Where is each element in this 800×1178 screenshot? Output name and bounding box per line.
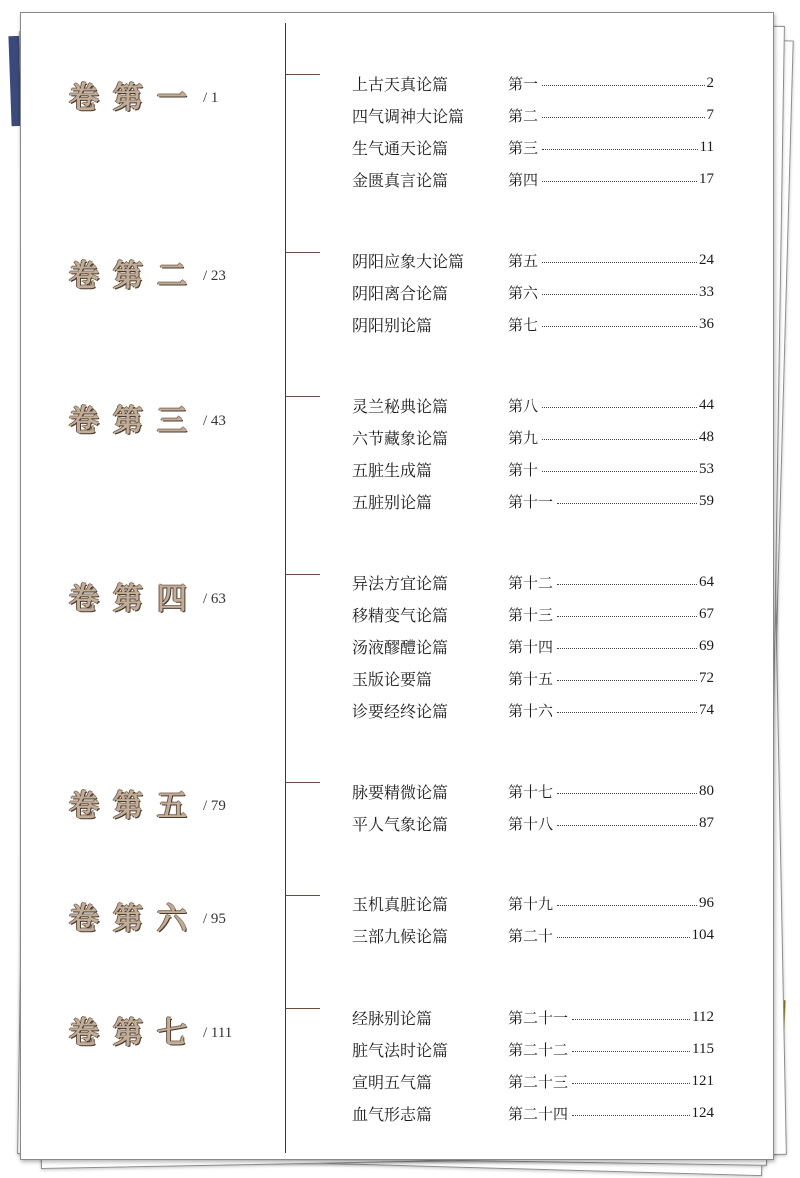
chapter-page-number: 24 — [699, 251, 714, 268]
dot-leader — [572, 1019, 690, 1020]
volume-page-number: / 79 — [203, 797, 226, 814]
chapter-entry[interactable] — [352, 1099, 714, 1127]
chapter-page-number: 2 — [706, 74, 714, 91]
chapter-number: 第五 — [508, 251, 539, 270]
chapter-number: 第十一 — [508, 492, 554, 511]
chapter-title: 四气调神大论篇 — [352, 106, 465, 126]
chapter-page-number: 64 — [699, 573, 714, 590]
dot-leader — [542, 407, 697, 408]
chapter-entry[interactable] — [352, 101, 714, 129]
chapter-title: 六节藏象论篇 — [352, 428, 449, 448]
dot-leader — [542, 149, 698, 150]
chapter-title: 血气形志篇 — [352, 1104, 433, 1124]
chapter-entry[interactable] — [352, 246, 714, 274]
chapter-number: 第二 — [508, 106, 539, 125]
volume-page-number: / 63 — [203, 590, 226, 607]
volume-title: 卷第四 — [69, 582, 201, 617]
dot-leader — [542, 439, 697, 440]
dot-leader — [542, 181, 697, 182]
chapter-page-number: 121 — [691, 1072, 714, 1089]
chapter-entry[interactable] — [352, 165, 714, 193]
chapter-title: 五脏别论篇 — [352, 492, 433, 512]
chapter-title: 灵兰秘典论篇 — [352, 396, 449, 416]
volume-tick-mark — [286, 396, 320, 397]
chapter-title: 阴阳别论篇 — [352, 315, 433, 335]
chapter-entry[interactable] — [352, 921, 714, 949]
chapter-number: 第二十四 — [508, 1104, 569, 1123]
chapter-entry[interactable] — [352, 391, 714, 419]
chapter-number: 第三 — [508, 138, 539, 157]
chapter-entry[interactable] — [352, 777, 714, 805]
chapter-page-number: 80 — [699, 782, 714, 799]
chapter-entry[interactable] — [352, 69, 714, 97]
volume-page-number: / 23 — [203, 267, 226, 284]
chapter-page-number: 53 — [699, 460, 714, 477]
chapter-number: 第六 — [508, 283, 539, 302]
chapter-title: 五脏生成篇 — [352, 460, 433, 480]
chapter-page-number: 74 — [699, 701, 714, 718]
dot-leader — [557, 712, 697, 713]
chapter-title: 诊要经终论篇 — [352, 701, 449, 721]
chapter-entry[interactable] — [352, 133, 714, 161]
chapter-entry[interactable] — [352, 487, 714, 515]
chapter-number: 第二十 — [508, 926, 554, 945]
chapter-number: 第八 — [508, 396, 539, 415]
chapter-page-number: 17 — [699, 170, 714, 187]
chapter-page-number: 67 — [699, 605, 714, 622]
chapter-number: 第十四 — [508, 637, 554, 656]
dot-leader — [557, 503, 697, 504]
chapter-page-number: 48 — [699, 428, 714, 445]
chapter-entry[interactable] — [352, 568, 714, 596]
chapter-page-number: 115 — [692, 1040, 714, 1057]
chapter-page-number: 69 — [699, 637, 714, 654]
chapter-entry[interactable] — [352, 455, 714, 483]
chapter-title: 脏气法时论篇 — [352, 1040, 449, 1060]
chapter-title: 生气通天论篇 — [352, 138, 449, 158]
chapter-entry[interactable] — [352, 809, 714, 837]
chapter-page-number: 124 — [691, 1104, 714, 1121]
chapter-title: 异法方宜论篇 — [352, 573, 449, 593]
volume-heading[interactable] — [69, 783, 226, 823]
chapter-page-number: 11 — [699, 138, 714, 155]
volume-title: 卷第五 — [69, 789, 201, 824]
chapter-page-number: 44 — [699, 396, 714, 413]
chapter-title: 金匮真言论篇 — [352, 170, 449, 190]
volume-tick-mark — [286, 574, 320, 575]
chapter-number: 第十九 — [508, 894, 554, 913]
chapter-number: 第四 — [508, 170, 539, 189]
volume-title: 卷第七 — [69, 1016, 201, 1051]
chapter-page-number: 112 — [692, 1008, 714, 1025]
volume-tick-mark — [286, 74, 320, 75]
chapter-page-number: 36 — [699, 315, 714, 332]
chapter-title: 移精变气论篇 — [352, 605, 449, 625]
dot-leader — [557, 937, 689, 938]
dot-leader — [542, 117, 704, 118]
chapter-entry[interactable] — [352, 1035, 714, 1063]
dot-leader — [557, 584, 697, 585]
volume-heading[interactable] — [69, 75, 218, 115]
chapter-entry[interactable] — [352, 889, 714, 917]
dot-leader — [542, 262, 697, 263]
chapter-title: 经脉别论篇 — [352, 1008, 433, 1028]
chapter-number: 第十七 — [508, 782, 554, 801]
chapter-number: 第七 — [508, 315, 539, 334]
chapter-number: 第十三 — [508, 605, 554, 624]
chapter-page-number: 59 — [699, 492, 714, 509]
chapter-number: 第十六 — [508, 701, 554, 720]
volume-heading[interactable] — [69, 896, 226, 936]
chapter-entry[interactable] — [352, 1067, 714, 1095]
dot-leader — [542, 471, 697, 472]
volume-page-number: / 1 — [203, 89, 219, 106]
chapter-entry[interactable] — [352, 1003, 714, 1031]
chapter-number: 第二十三 — [508, 1072, 569, 1091]
volume-title: 卷第三 — [69, 404, 201, 439]
chapter-page-number: 7 — [706, 106, 714, 123]
chapter-title: 阴阳离合论篇 — [352, 283, 449, 303]
chapter-page-number: 87 — [699, 814, 714, 831]
chapter-title: 平人气象论篇 — [352, 814, 449, 834]
chapter-page-number: 96 — [699, 894, 714, 911]
dot-leader — [572, 1051, 690, 1052]
chapter-number: 第一 — [508, 74, 539, 93]
dot-leader — [557, 648, 697, 649]
chapter-number: 第十八 — [508, 814, 554, 833]
chapter-entry[interactable] — [352, 696, 714, 724]
chapter-number: 第九 — [508, 428, 539, 447]
volume-heading[interactable] — [69, 1010, 232, 1050]
chapter-title: 上古天真论篇 — [352, 74, 449, 94]
volume-page-number: / 95 — [203, 910, 226, 927]
chapter-entry[interactable] — [352, 310, 714, 338]
dot-leader — [542, 294, 697, 295]
volume-page-number: / 111 — [203, 1024, 233, 1041]
chapter-title: 三部九候论篇 — [352, 926, 449, 946]
dot-leader — [572, 1083, 689, 1084]
volume-tick-mark — [286, 895, 320, 896]
chapter-entry[interactable] — [352, 423, 714, 451]
chapter-entry[interactable] — [352, 600, 714, 628]
dot-leader — [557, 905, 697, 906]
dot-leader — [542, 326, 697, 327]
chapter-number: 第二十一 — [508, 1008, 569, 1027]
chapter-title: 阴阳应象大论篇 — [352, 251, 465, 271]
chapter-number: 第十 — [508, 460, 539, 479]
chapter-title: 宣明五气篇 — [352, 1072, 433, 1092]
chapter-page-number: 104 — [691, 926, 714, 943]
dot-leader — [557, 793, 697, 794]
volume-page-number: / 43 — [203, 412, 226, 429]
chapter-title: 汤液醪醴论篇 — [352, 637, 449, 657]
toc-page — [20, 12, 774, 1160]
volume-tick-mark — [286, 252, 320, 253]
chapter-entry[interactable] — [352, 632, 714, 660]
chapter-entry[interactable] — [352, 664, 714, 692]
volume-heading[interactable] — [69, 576, 226, 616]
chapter-title: 脉要精微论篇 — [352, 782, 449, 802]
dot-leader — [542, 85, 704, 86]
dot-leader — [572, 1115, 689, 1116]
volume-title: 卷第二 — [69, 259, 201, 294]
chapter-entry[interactable] — [352, 278, 714, 306]
chapter-page-number: 72 — [699, 669, 714, 686]
chapter-number: 第二十二 — [508, 1040, 569, 1059]
volume-heading[interactable] — [69, 253, 226, 293]
volume-heading[interactable] — [69, 398, 226, 438]
volume-tick-mark — [286, 1008, 320, 1009]
chapter-title: 玉版论要篇 — [352, 669, 433, 689]
chapter-page-number: 33 — [699, 283, 714, 300]
chapter-number: 第十二 — [508, 573, 554, 592]
dot-leader — [557, 825, 697, 826]
chapter-title: 玉机真脏论篇 — [352, 894, 449, 914]
volume-title: 卷第一 — [69, 81, 201, 116]
vertical-divider — [285, 23, 286, 1153]
dot-leader — [557, 616, 697, 617]
dot-leader — [557, 680, 697, 681]
volume-title: 卷第六 — [69, 902, 201, 937]
volume-tick-mark — [286, 782, 320, 783]
chapter-number: 第十五 — [508, 669, 554, 688]
